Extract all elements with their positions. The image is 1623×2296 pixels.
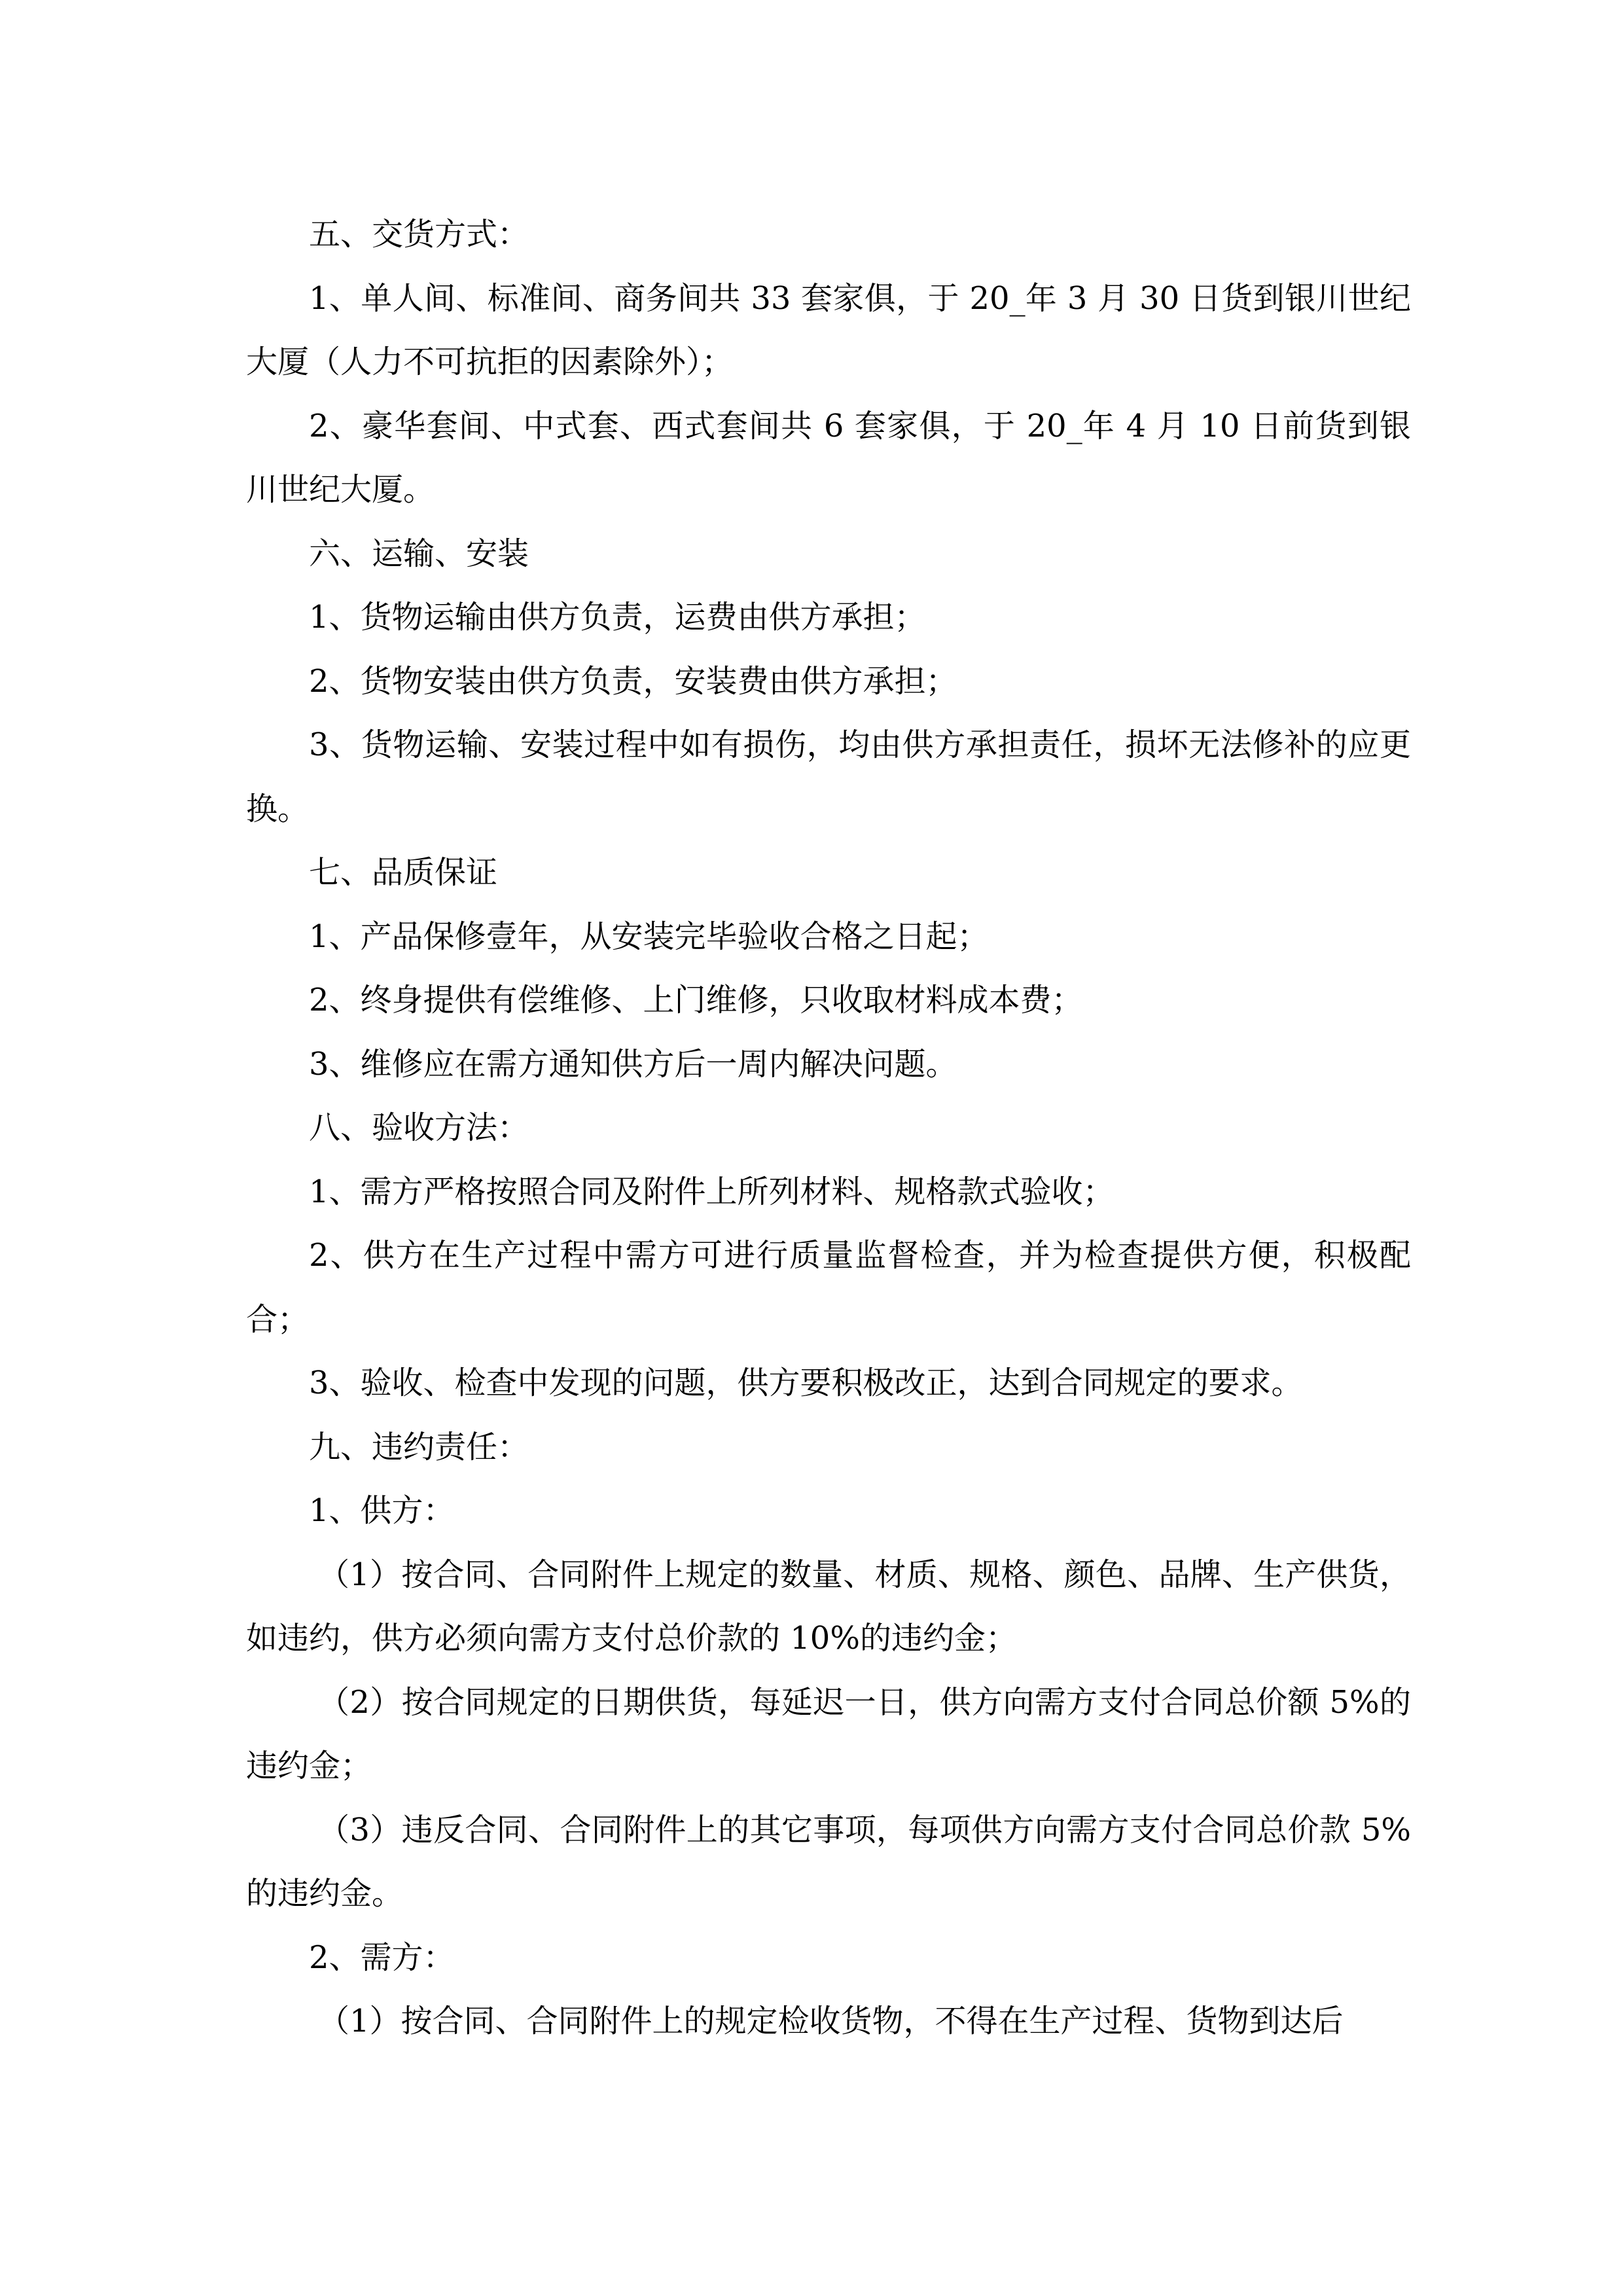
clause-paragraph: 2、货物安装由供方负责，安装费由供方承担；	[309, 662, 957, 700]
section-heading-quality: 七、品质保证	[309, 854, 498, 891]
clause-paragraph: 1、货物运输由供方负责，运费由供方承担；	[309, 599, 926, 636]
clause-paragraph: 1、需方严格按照合同及附件上所列材料、规格款式验收；	[309, 1173, 1115, 1210]
clause-paragraph: 3、维修应在需方通知供方后一周内解决问题。	[309, 1045, 957, 1083]
clause-paragraph: 1、单人间、标准间、商务间共 33 套家俱，于 20_年 3 月 30 日货到银川世纪大厦（人力不可抗拒的因素除外）；	[246, 279, 1411, 380]
clause-paragraph: 2、终身提供有偿维修、上门维修，只收取材料成本费；	[309, 982, 1083, 1018]
clause-paragraph: 3、货物运输、安装过程中如有损伤，均由供方承担责任，损坏无法修补的应更换。	[246, 726, 1411, 827]
clause-paragraph: 1、产品保修壹年，从安装完毕验收合格之日起；	[309, 918, 989, 955]
section-heading-acceptance: 八、验收方法：	[309, 1109, 529, 1146]
sub-heading-supplier: 1、供方：	[309, 1492, 455, 1529]
clause-paragraph: （2）按合同规定的日期供货，每延迟一日，供方向需方支付合同总价额 5%的违约金；	[246, 1683, 1411, 1784]
clause-paragraph: 3、验收、检查中发现的问题，供方要积极改正，达到合同规定的要求。	[309, 1365, 1303, 1401]
section-heading-delivery: 五、交货方式：	[309, 216, 529, 253]
clause-paragraph: （1）按合同、合同附件上规定的数量、材质、规格、颜色、品牌、生产供货，如违约，供方必须向需方支付总价款的 10%的违约金；	[246, 1556, 1411, 1657]
sub-heading-buyer: 2、需方：	[309, 1939, 455, 1976]
clause-paragraph: （3）违反合同、合同附件上的其它事项，每项供方向需方支付合同总价款 5%的违约金。	[246, 1811, 1411, 1912]
clause-paragraph: 2、豪华套间、中式套、西式套间共 6 套家俱，于 20_年 4 月 10 日前货到银川世纪大厦。	[246, 407, 1411, 508]
clause-paragraph: 2、供方在生产过程中需方可进行质量监督检查，并为检查提供方便，积极配合；	[246, 1237, 1411, 1338]
document-body	[246, 203, 1411, 2054]
section-heading-liability: 九、违约责任：	[309, 1428, 529, 1465]
clause-paragraph: （1）按合同、合同附件上的规定检收货物，不得在生产过程、货物到达后	[318, 2003, 1344, 2039]
section-heading-transport: 六、运输、安装	[309, 535, 529, 572]
